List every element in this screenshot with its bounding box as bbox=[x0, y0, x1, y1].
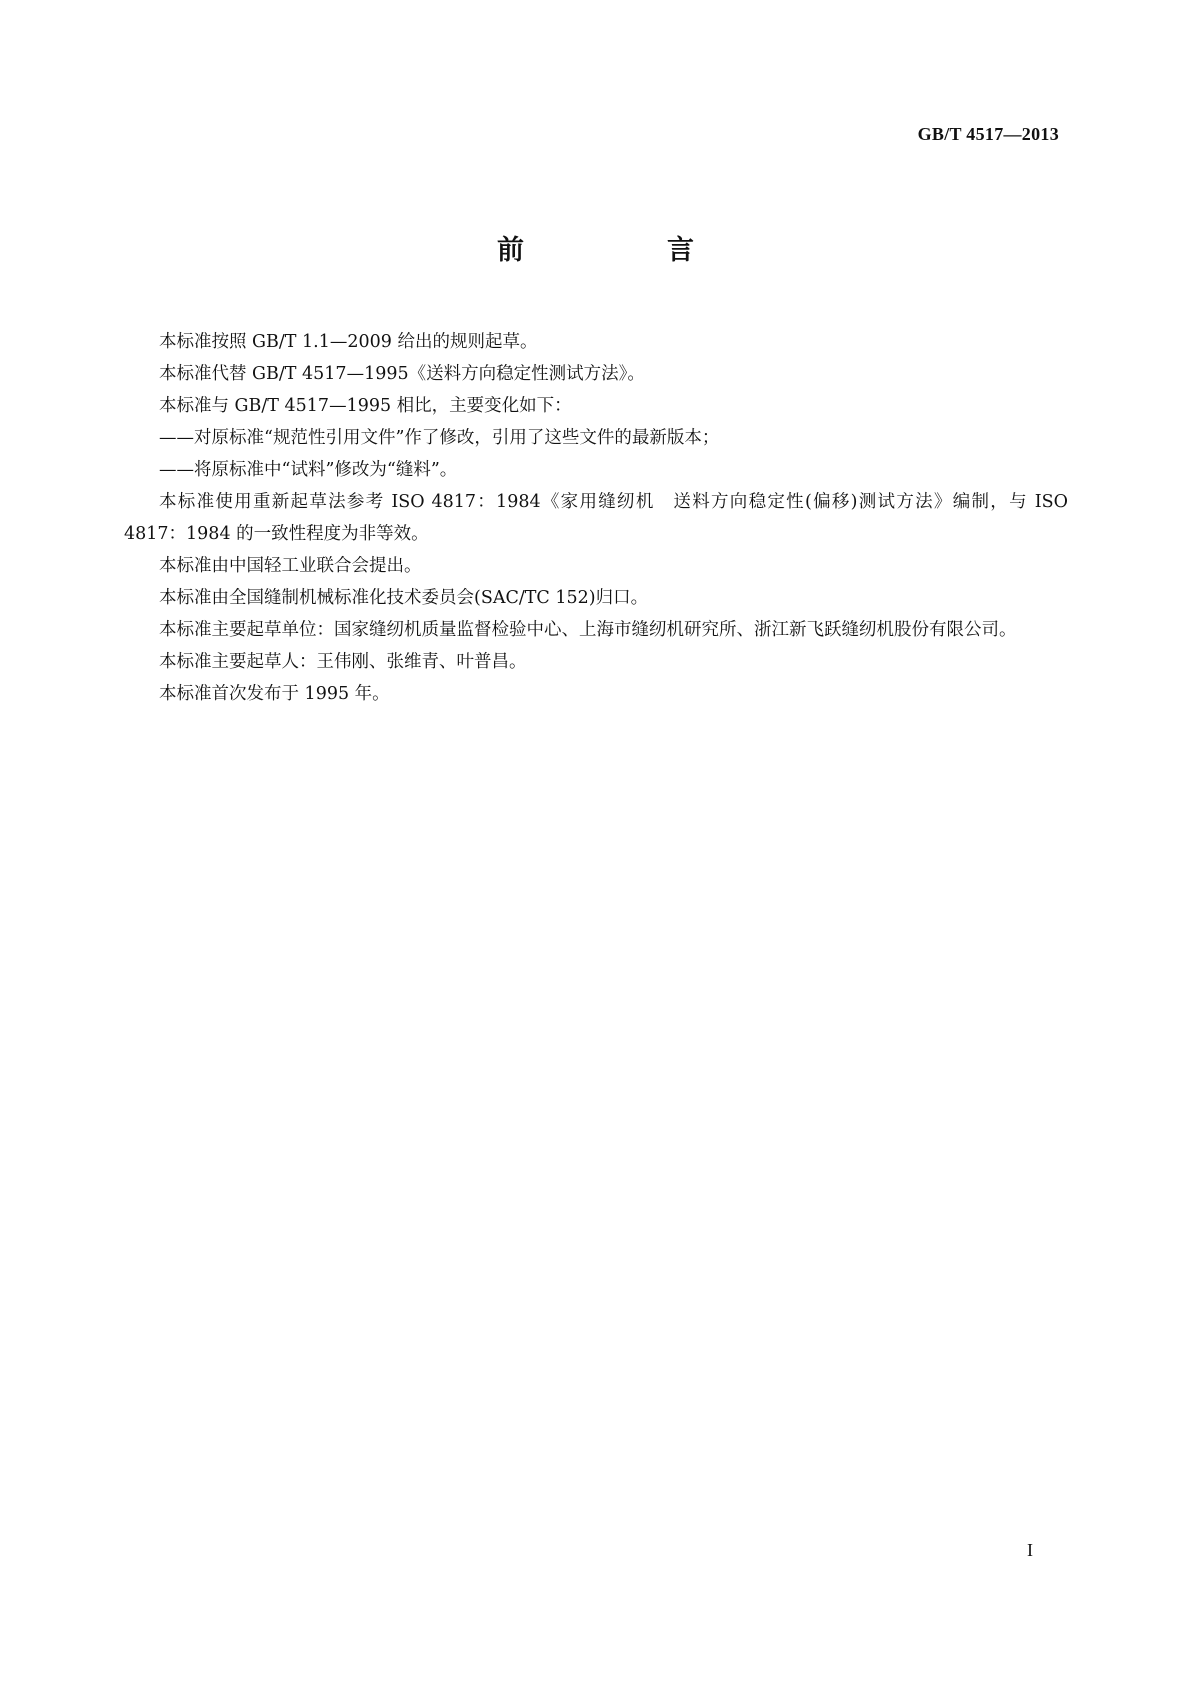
paragraph-replaces: 本标准代替 GB/T 4517—1995《送料方向稳定性测试方法》。 bbox=[159, 364, 645, 384]
paragraph-main-changes: 本标准与 GB/T 4517—1995 相比，主要变化如下： bbox=[159, 396, 572, 416]
document-body bbox=[124, 326, 1068, 710]
paragraph-iso-reference: 本标准使用重新起草法参考 ISO 4817：1984《家用缝纫机 送料方向稳定性(偏移)测试方法》编制，与 ISO 4817：1984 的一致性程度为非等效。 bbox=[124, 492, 1068, 544]
standard-code: GB/T 4517—2013 bbox=[917, 124, 1059, 144]
paragraph-drafters: 本标准主要起草人：王伟刚、张维青、叶普昌。 bbox=[159, 652, 527, 672]
page-title: 前 言 bbox=[497, 235, 752, 266]
paragraph-first-issued: 本标准首次发布于 1995 年。 bbox=[159, 684, 390, 704]
paragraph-drafting-units: 本标准主要起草单位：国家缝纫机质量监督检验中心、上海市缝纫机研究所、浙江新飞跃缝纫机股份有限公司。 bbox=[159, 620, 1017, 640]
paragraph-centralized-by: 本标准由全国缝制机械标准化技术委员会(SAC/TC 152)归口。 bbox=[159, 588, 649, 608]
change-item-references: ——对原标准“规范性引用文件”作了修改，引用了这些文件的最新版本； bbox=[159, 428, 720, 448]
change-item-material: ——将原标准中“试料”修改为“缝料”。 bbox=[159, 460, 458, 480]
paragraph-drafting-rules: 本标准按照 GB/T 1.1—2009 给出的规则起草。 bbox=[159, 332, 538, 352]
paragraph-proposed-by: 本标准由中国轻工业联合会提出。 bbox=[159, 556, 422, 576]
page-number: I bbox=[1027, 1540, 1033, 1560]
